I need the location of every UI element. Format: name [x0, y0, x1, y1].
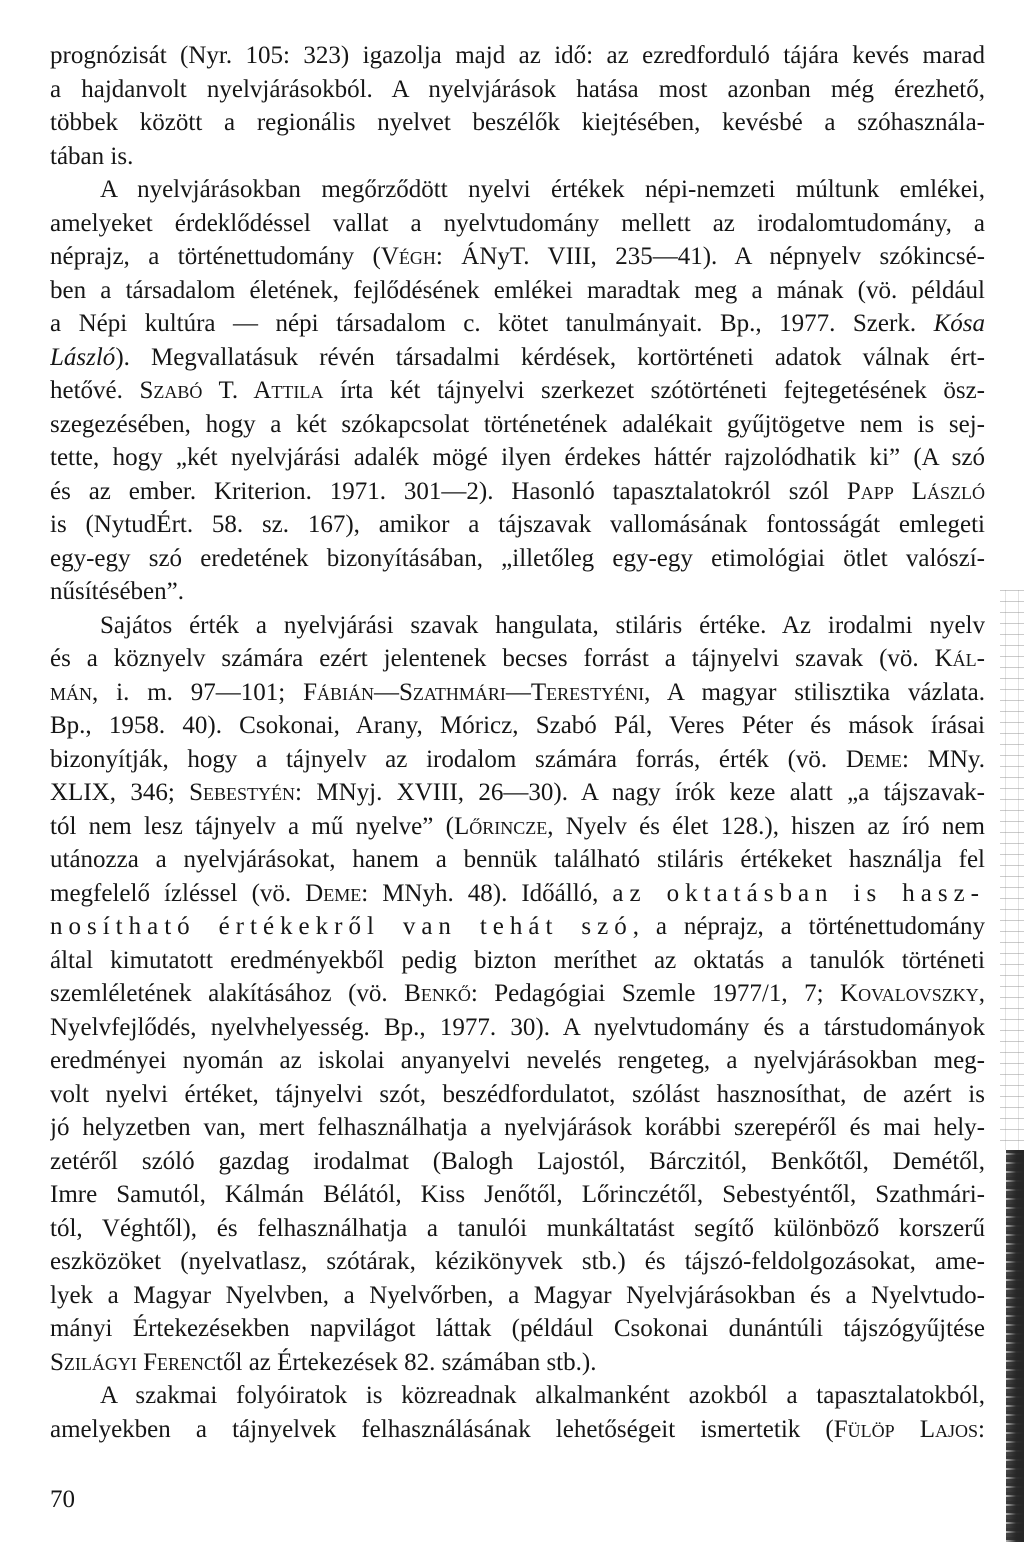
- line-text: Nyelvfejlődés, nyelvhelyesség. Bp., 1977. 30). A nyelvtudomány és a társtudományok: [50, 1013, 985, 1041]
- text-line: [50, 575, 985, 609]
- line-text: és az ember. Kriterion. 1971. 301—2). Hasonló tapasztalatokról szól: [50, 477, 847, 505]
- line-text: bizonyítják, hogy a tájnyelv az irodalom számára forrás, érték (vö.: [50, 745, 846, 773]
- cited-author-name: Sebestyén: [189, 779, 296, 806]
- text-line: [50, 743, 985, 777]
- scan-edge-shadow: [1006, 1150, 1024, 1542]
- cited-author-name: Kál-: [934, 645, 985, 672]
- line-text: és a köznyelv számára ezért jelentenek becses forrást a tájnyelvi szavak (vö.: [50, 645, 935, 672]
- cited-author-name: Végh: [380, 243, 436, 270]
- text-line: [50, 709, 985, 743]
- text-line: [50, 1379, 985, 1413]
- text-line: [50, 810, 985, 844]
- line-text: írta két tájnyelvi szerkezet szótörténeti fejtegetésének ösz-: [323, 377, 985, 404]
- text-line: [50, 240, 985, 274]
- text-line: [50, 307, 985, 341]
- cited-author-name: Deme: [845, 745, 902, 773]
- text-line: [50, 1279, 985, 1313]
- line-text: tól, Véghtől), és felhasználhatja a tanulói munkáltatást segítő különböző korszerű: [50, 1214, 985, 1242]
- line-text: volt nyelvi értéket, tájnyelvi szót, beszédfordulatot, szólást hasznosíthat, de azért is: [50, 1080, 985, 1108]
- line-text: szegezésében, hogy a két szókapcsolat történetének adalékait gyűjtögetve nem is sej-: [50, 410, 985, 438]
- text-line: [50, 1044, 985, 1078]
- text-line: [50, 475, 985, 509]
- line-text: : ÁNyT. VIII, 235—41). A népnyelv szókincsé-: [435, 243, 985, 270]
- line-text: től az Értekezések 82. számában stb.).: [216, 1348, 597, 1376]
- line-text: :: [978, 1415, 985, 1443]
- text-line: [50, 642, 985, 676]
- text-line: [50, 1346, 985, 1380]
- paragraph: [50, 609, 985, 1380]
- line-text: nűsítésében”.: [50, 578, 184, 605]
- line-text: prognózisát (Nyr. 105: 323) igazolja majd az idő: az ezredforduló tájára kevés marad: [50, 42, 985, 69]
- cited-author-name: Lőrincze: [453, 812, 548, 840]
- line-text: ). Megvallatásuk révén társadalmi kérdések, kortörténeti adatok válnak ért-: [115, 343, 985, 371]
- text-line: [50, 1413, 985, 1447]
- line-text: tól nem lesz tájnyelv a mű nyelve” (: [50, 812, 454, 840]
- line-text: lyek a Magyar Nyelvben, a Nyelvőrben, a Magyar Nyelvjárásokban és a Nyelvtudo-: [50, 1281, 985, 1309]
- cited-author-name: Deme: [305, 879, 362, 907]
- line-text: : Pedagógiai Szemle 1977/1, 7;: [470, 980, 841, 1007]
- line-text: A nyelvjárásokban megőrződött nyelvi értékek népi-nemzeti múltunk emlékei,: [100, 176, 985, 203]
- line-text: tában is.: [50, 142, 134, 170]
- spaced-emphasis-text: nosítható értékekről van tehát szó: [50, 913, 633, 940]
- line-text: is (NytudÉrt. 58. sz. 167), amikor a tájszavak vallomásának fontosságát emlegeti: [50, 511, 985, 538]
- cited-author-name: Benkő: [404, 980, 471, 1007]
- body-text: [50, 39, 985, 1446]
- text-line: [50, 341, 985, 375]
- cited-author-name: mán: [50, 678, 93, 706]
- line-text: amelyekben a tájnyelvek felhasználásának lehetőségeit ismertetik (: [50, 1415, 834, 1443]
- line-text: hetővé.: [50, 377, 140, 404]
- line-text: jó helyzetben van, mert felhasználhatja a nyelvjárások korábbi szerepéről és mai hely-: [50, 1114, 985, 1141]
- line-text: utánozza a nyelvjárásokat, hanem a bennük található stiláris értékeket használja fel: [50, 846, 985, 873]
- paragraph: [50, 173, 985, 609]
- text-line: [50, 207, 985, 241]
- italic-editor-name: Kósa: [933, 310, 985, 337]
- paragraph: [50, 1379, 985, 1446]
- line-text: tette, hogy „két nyelvjárási adalék mögé ilyen érdekes háttér rajzolódhatik ki” (A szó: [50, 444, 985, 471]
- line-text: a Népi kultúra — népi társadalom c. kötet tanulmányait. Bp., 1977. Szerk.: [50, 310, 934, 337]
- line-text: a hajdanvolt nyelvjárásokból. A nyelvjárások hatása most azonban még érezhető,: [50, 75, 985, 103]
- text-line: [50, 944, 985, 978]
- text-line: [50, 910, 985, 944]
- line-text: néprajz, a történettudomány (: [50, 243, 381, 270]
- text-line: [50, 542, 985, 576]
- line-text: , A magyar stilisztika vázlata.: [644, 678, 985, 706]
- text-line: [50, 1145, 985, 1179]
- text-line: [50, 140, 985, 174]
- text-line: [50, 676, 985, 710]
- text-line: [50, 977, 985, 1011]
- line-text: egy-egy szó eredetének bizonyításában, „illetőleg egy-egy etimológiai ötlet valószí-: [50, 544, 985, 572]
- text-line: [50, 274, 985, 308]
- text-line: [50, 106, 985, 140]
- line-text: ben a társadalom életének, fejlődésének emlékei maradtak meg a mának (vö. például: [50, 276, 985, 304]
- line-text: A szakmai folyóiratok is közreadnak alkalmanként azokból a tapasztalatokból,: [100, 1382, 985, 1409]
- cited-author-name: Papp László: [846, 477, 985, 505]
- cited-author-name: Szilágyi Ferenc: [50, 1348, 217, 1376]
- line-text: amelyeket érdeklődéssel vallat a nyelvtudomány mellett az irodalomtudomány, a: [50, 209, 985, 237]
- line-text: zetéről szóló gazdag irodalmat (Balogh Lajostól, Bárczitól, Benkőtől, Demétől,: [50, 1147, 985, 1175]
- spaced-emphasis-text: az oktatásban is hasz-: [612, 879, 985, 907]
- line-text: Sajátos érték a nyelvjárási szavak hangulata, stiláris értéke. Az irodalmi nyelv: [100, 611, 985, 639]
- cited-author-name: Fülöp Lajos: [833, 1415, 979, 1443]
- paragraph: [50, 39, 985, 173]
- line-text: : MNyj. XVIII, 26—30). A nagy írók keze alatt „a tájszavak-: [295, 779, 985, 806]
- line-text: szemléletének alakításához (vö.: [50, 980, 405, 1007]
- line-text: XLIX, 346;: [50, 779, 190, 806]
- line-text: által kimutatott eredményekből pedig bizton meríthet az oktatás a tanulók történeti: [50, 946, 985, 974]
- line-text: ,: [978, 980, 985, 1007]
- text-line: [50, 73, 985, 107]
- text-line: [50, 173, 985, 207]
- line-text: , Nyelv és élet 128.), hiszen az író nem: [547, 812, 985, 840]
- text-line: [50, 39, 985, 73]
- line-text: megfelelő ízléssel (vö.: [50, 879, 306, 907]
- scan-edge-speckle: [1000, 590, 1024, 1150]
- line-text: : MNyh. 48). Időálló,: [361, 879, 613, 907]
- line-text: Imre Samutól, Kálmán Bélától, Kiss Jenőtől, Lőrinczétől, Sebestyéntől, Szathmári-: [50, 1181, 985, 1208]
- cited-author-name: Fábián—Szathmári—Terestyéni: [303, 678, 645, 706]
- text-line: [50, 1078, 985, 1112]
- text-line: [50, 1212, 985, 1246]
- text-line: [50, 441, 985, 475]
- line-text: Bp., 1958. 40). Csokonai, Arany, Móricz, Szabó Pál, Veres Péter és mások írásai: [50, 712, 985, 739]
- line-text: mányi Értekezésekben napvilágot láttak (például Csokonai dunántúli tájszógyűjtése: [50, 1315, 985, 1342]
- text-line: [50, 374, 985, 408]
- line-text: , a néprajz, a történettudomány: [632, 913, 985, 940]
- cited-author-name: Szabó T. Attila: [139, 377, 324, 404]
- line-text: eredményei nyomán az iskolai anyanyelvi nevelés rengeteg, a nyelvjárásokban meg-: [50, 1047, 985, 1074]
- line-text: eszközöket (nyelvatlasz, szótárak, kézikönyvek stb.) és tájszó-feldolgozásokat, ame-: [50, 1248, 985, 1275]
- italic-editor-name: László: [50, 343, 116, 371]
- text-line: [50, 776, 985, 810]
- line-text: : MNy.: [901, 745, 985, 773]
- text-line: [50, 877, 985, 911]
- text-line: [50, 843, 985, 877]
- text-line: [50, 408, 985, 442]
- cited-author-name: Kovalovszky: [840, 980, 979, 1007]
- text-line: [50, 1011, 985, 1045]
- text-line: [50, 609, 985, 643]
- text-line: [50, 1245, 985, 1279]
- text-line: [50, 1312, 985, 1346]
- text-line: [50, 1178, 985, 1212]
- line-text: többek között a regionális nyelvet beszélők kiejtésében, kevésbé a szóhasznála-: [50, 109, 985, 136]
- page-number: 70: [50, 1486, 75, 1513]
- text-line: [50, 1111, 985, 1145]
- text-line: [50, 508, 985, 542]
- line-text: , i. m. 97—101;: [92, 678, 304, 706]
